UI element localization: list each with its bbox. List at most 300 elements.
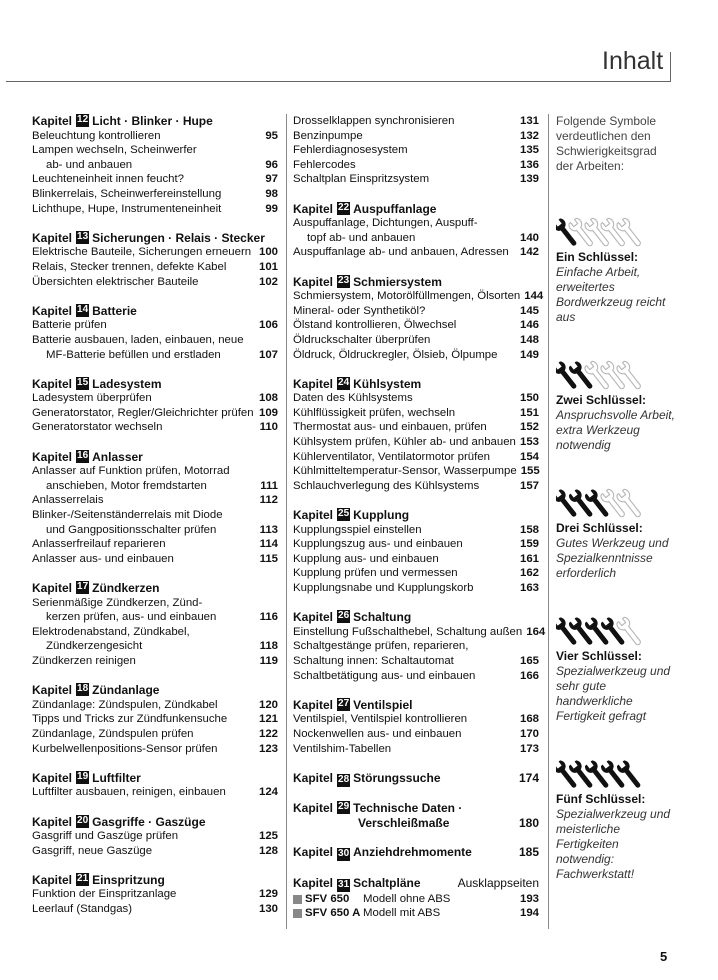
entry-title: Batterie prüfen — [32, 319, 107, 332]
toc-entry[interactable] — [293, 464, 539, 479]
toc-entry[interactable] — [293, 216, 539, 231]
chapter-heading[interactable]: Kapitel 18 Zündanlage — [32, 683, 278, 698]
page-ref: 121 — [258, 713, 278, 726]
toc-entry[interactable] — [293, 348, 539, 363]
entry-title: Schaltung innen: Schaltautomat — [293, 654, 454, 667]
chapter-13 — [32, 231, 278, 289]
toc-entry[interactable] — [32, 523, 278, 538]
page-ref: 119 — [259, 654, 278, 667]
entry-title: Schlauchverlegung des Kühlsystems — [293, 479, 480, 492]
legend-intro: Folgende Symbole verdeutlichen den Schwierigkeitsgrad der Arbeiten: — [556, 114, 657, 173]
chapter-title: Kupplung — [353, 508, 410, 523]
chapter-heading[interactable]: Kapitel 23 Schmiersystem — [293, 275, 539, 290]
chapter-title: Schaltung — [353, 610, 412, 625]
toc-column-middle — [293, 114, 546, 921]
chapter-number-badge: 12 — [77, 114, 89, 125]
chapter-16 — [32, 450, 278, 567]
page-ref: 107 — [258, 348, 278, 361]
level-description: Einfache Arbeit, erweitertes Bordwerkzeug reicht aus — [556, 265, 666, 324]
toc-entry[interactable] — [293, 712, 539, 727]
entry-title: Leuchteneinheit innen feucht? — [32, 173, 184, 186]
toc-entry[interactable] — [293, 742, 539, 757]
page-ref: 166 — [519, 669, 539, 682]
entry-title: Auspuffanlage, Dichtungen, Auspuff- — [293, 217, 478, 230]
entry-title: Kupplungsspiel einstellen — [293, 523, 422, 536]
entry-title: MF-Batterie befüllen und erstladen — [46, 348, 221, 361]
entry-title: Übersichten elektrischer Bauteile — [32, 275, 199, 288]
toc-entry[interactable] — [293, 537, 539, 552]
chapter-28[interactable]: Kapitel 28 Störungssuche 174 — [293, 770, 539, 785]
bullet-square — [293, 895, 302, 904]
page-ref: 139 — [519, 173, 539, 186]
entry-title: Fehlercodes — [293, 158, 356, 171]
chapter-heading[interactable]: Kapitel 15 Ladesystem — [32, 377, 278, 392]
chapter-heading[interactable]: Kapitel 17 Zündkerzen — [32, 581, 278, 596]
toc-continuation — [293, 114, 539, 187]
entry-title: Auspuffanlage ab- und anbauen, Adressen — [293, 246, 509, 259]
toc-entry[interactable] — [32, 406, 278, 421]
chapter-number-badge: 15 — [77, 376, 89, 388]
chapter-21 — [32, 873, 278, 917]
foldout-note: Ausklappseiten — [457, 875, 539, 890]
toc-entry[interactable] — [32, 639, 278, 654]
entry-title: Zündkerzengesicht — [46, 640, 143, 653]
toc-entry[interactable] — [32, 260, 278, 275]
toc-entry[interactable] — [293, 158, 539, 173]
entry-title: Anlasserrelais — [32, 494, 104, 507]
page-ref: 151 — [519, 406, 539, 419]
toc-entry[interactable] — [293, 420, 539, 435]
level-description: Spezialwerkzeug und sehr gute handwerkliche Fertigkeit gefragt — [556, 664, 671, 723]
wiring-diagram-entry[interactable] — [293, 892, 539, 907]
chapter-23 — [293, 274, 544, 363]
page-ref: 112 — [259, 494, 278, 507]
entry-title: Daten des Kühlsystems — [293, 392, 413, 405]
chapter-number-badge: 17 — [77, 581, 89, 592]
chapter-heading[interactable]: Kapitel 22 Auspuffanlage — [293, 202, 539, 217]
toc-entry[interactable] — [293, 114, 539, 129]
entry-title: Anlasser aus- und einbauen — [32, 552, 174, 565]
chapter-title: Störungssuche — [353, 770, 441, 785]
chapter-number-badge: 27 — [338, 697, 350, 709]
entry-title: Elektrische Bauteile, Sicherungen erneuern — [32, 246, 252, 259]
toc-entry[interactable] — [32, 844, 278, 859]
toc-entry[interactable] — [293, 450, 539, 465]
header-rule — [6, 81, 670, 82]
chapter-number-badge: 26 — [338, 610, 350, 622]
wrench-icons — [556, 355, 676, 389]
toc-entry[interactable] — [32, 391, 278, 406]
chapter-title: Technische Daten · — [353, 801, 463, 816]
model-name: Modell mit ABS — [363, 907, 441, 920]
entry-title: Kühlflüssigkeit prüfen, wechseln — [293, 406, 456, 419]
chapter-30[interactable]: Kapitel 30 Anziehdrehmomente 185 — [293, 845, 539, 860]
chapter-25 — [293, 508, 539, 596]
entry-title: Ladesystem überprüfen — [32, 392, 152, 405]
toc-entry[interactable] — [32, 202, 278, 217]
level-description: Gutes Werkzeug und Spezialkenntnisse erforderlich — [556, 536, 669, 580]
toc-entry[interactable] — [32, 654, 278, 669]
chapter-number-badge: 24 — [338, 376, 350, 388]
entry-title: Schmiersystem, Motorölfüllmengen, Ölsorten — [293, 290, 521, 303]
page-ref: 173 — [519, 742, 539, 755]
difficulty-legend — [556, 114, 676, 912]
chapter-title: Schmiersystem — [353, 274, 442, 289]
page-ref: 180 — [518, 815, 539, 830]
toc-entry[interactable] — [32, 348, 278, 363]
chapter-14 — [32, 304, 278, 362]
toc-entry[interactable] — [293, 129, 539, 144]
toc-entry[interactable] — [293, 231, 539, 246]
toc-entry[interactable] — [293, 435, 539, 450]
entry-title: Einstellung Fußschalthebel, Schaltung außen — [293, 625, 523, 638]
entry-title: Funktion der Einspritzanlage — [32, 888, 177, 901]
model-code: SFV 650 — [305, 892, 350, 905]
toc-entry[interactable] — [32, 829, 278, 844]
page-ref: 123 — [258, 742, 278, 755]
entry-title: Kupplung prüfen und vermessen — [293, 567, 458, 580]
page-ref: 148 — [519, 333, 539, 346]
toc-entry[interactable] — [32, 698, 278, 713]
page-title: Inhalt — [602, 47, 664, 75]
page-ref: 116 — [259, 611, 278, 624]
chapter-number-badge: 29 — [338, 801, 350, 813]
toc-entry[interactable] — [32, 596, 278, 611]
page-ref: 125 — [258, 830, 278, 843]
entry-title: Kühlerventilator, Ventilatormotor prüfen — [293, 450, 490, 463]
entry-title: topf ab- und anbauen — [307, 231, 416, 244]
difficulty-level-1 — [556, 212, 676, 325]
page-ref: 153 — [519, 436, 539, 449]
toc-entry[interactable] — [293, 245, 539, 260]
toc-entry[interactable] — [32, 172, 278, 187]
page-ref: 122 — [258, 727, 278, 740]
entry-title: Schaltgestänge prüfen, reparieren, — [293, 640, 469, 653]
page-ref: 154 — [519, 450, 539, 463]
page-ref: 165 — [519, 654, 539, 667]
entry-title: Öldruck, Öldruckregler, Ölsieb, Ölpumpe — [293, 348, 498, 361]
wrench-icons — [556, 212, 676, 246]
difficulty-level-4 — [556, 611, 676, 724]
toc-entry[interactable] — [293, 318, 539, 333]
toc-entry[interactable] — [32, 143, 278, 158]
entry-title: Fehlerdiagnosesystem — [293, 144, 408, 157]
page-ref: 174 — [518, 770, 539, 785]
chapter-19 — [32, 771, 278, 800]
entry-title: Leerlauf (Standgas) — [32, 903, 133, 916]
toc-entry[interactable] — [293, 654, 539, 669]
chapter-number-badge: 18 — [77, 683, 89, 695]
chapter-number-badge: 28 — [338, 773, 350, 785]
page-ref: 185 — [518, 845, 539, 860]
chapter-heading[interactable]: Kapitel 20 Gasgriffe · Gaszüge — [32, 815, 278, 830]
wrench-icons — [556, 754, 676, 788]
toc-entry[interactable] — [32, 158, 278, 173]
entry-title: Benzinpumpe — [293, 129, 363, 142]
toc-entry[interactable] — [293, 304, 539, 319]
chapter-heading[interactable]: Kapitel 13 Sicherungen · Relais · Stecker — [32, 231, 278, 246]
entry-title: Drosselklappen synchronisieren — [293, 115, 455, 127]
toc-entry[interactable] — [293, 172, 539, 187]
page-ref: 162 — [519, 567, 539, 580]
page-ref: 96 — [265, 158, 278, 171]
toc-entry[interactable] — [32, 245, 278, 260]
entry-title: Thermostat aus- und einbauen, prüfen — [293, 421, 487, 434]
toc-entry[interactable] — [32, 537, 278, 552]
toc-entry[interactable] — [293, 289, 544, 304]
chapter-heading[interactable]: Kapitel 24 Kühlsystem — [293, 377, 539, 392]
toc-entry[interactable] — [32, 493, 278, 508]
entry-title: Kühlsystem prüfen, Kühler ab- und anbauen — [293, 436, 516, 449]
page-ref: 155 — [520, 465, 540, 478]
page-ref: 145 — [519, 304, 539, 317]
toc-entry[interactable] — [293, 727, 539, 742]
chapter-number-badge: 22 — [338, 201, 350, 213]
entry-title: ab- und anbauen — [46, 158, 133, 171]
entry-title: kerzen prüfen, aus- und einbauen — [46, 611, 217, 624]
toc-entry[interactable] — [32, 508, 278, 523]
entry-title: Blinker-/Seitenständerrelais mit Diode — [32, 509, 223, 522]
chapter-title: Zündkerzen — [92, 581, 160, 595]
entry-title: Elektrodenabstand, Zündkabel, — [32, 625, 190, 638]
entry-title: Ventilshim-Tabellen — [293, 742, 392, 755]
page-ref: 158 — [519, 523, 539, 536]
toc-entry[interactable] — [293, 669, 539, 684]
page-ref: 146 — [519, 319, 539, 332]
toc-entry[interactable] — [32, 727, 278, 742]
level-title: Ein Schlüssel: — [556, 250, 639, 264]
toc-entry[interactable] — [32, 785, 278, 800]
chapter-title: Zündanlage — [92, 683, 160, 698]
page-ref: 110 — [259, 421, 278, 434]
chapter-17 — [32, 581, 278, 669]
toc-entry[interactable] — [32, 625, 278, 640]
column-divider — [286, 114, 287, 929]
toc-entry[interactable] — [32, 187, 278, 202]
page-ref: 129 — [258, 888, 278, 901]
chapter-22 — [293, 202, 539, 260]
page-ref: 131 — [519, 115, 539, 127]
page-number: 5 — [660, 949, 668, 964]
chapter-number-badge: 19 — [77, 770, 89, 782]
chapter-heading[interactable]: Kapitel 26 Schaltung — [293, 610, 539, 625]
chapter-title: Batterie — [92, 303, 137, 318]
toc-column-left — [32, 114, 278, 931]
toc-entry[interactable] — [32, 464, 278, 479]
page-ref: 102 — [258, 275, 278, 288]
chapter-title: Anziehdrehmomente — [353, 845, 472, 860]
page-ref: 168 — [519, 713, 539, 726]
entry-title: Kupplungsnabe und Kupplungskorb — [293, 582, 474, 594]
entry-title: Kupplungszug aus- und einbauen — [293, 538, 463, 551]
chapter-15 — [32, 377, 278, 435]
page-ref: 115 — [259, 552, 278, 565]
wrench-icons — [556, 483, 676, 517]
toc-entry[interactable] — [293, 523, 539, 538]
toc-entry[interactable] — [32, 420, 278, 435]
chapter-title: Luftfilter — [92, 770, 141, 785]
chapter-heading[interactable]: Kapitel 19 Luftfilter — [32, 771, 278, 786]
chapter-number-badge: 23 — [338, 274, 350, 286]
toc-entry[interactable] — [32, 902, 278, 917]
chapter-heading[interactable]: Kapitel 27 Ventilspiel — [293, 698, 539, 713]
entry-title: Ventilspiel, Ventilspiel kontrollieren — [293, 713, 468, 726]
chapter-title: Einspritzung — [92, 872, 165, 887]
page-ref: 106 — [258, 319, 278, 332]
chapter-12 — [32, 114, 278, 216]
entry-title: Nockenwellen aus- und einbauen — [293, 727, 462, 740]
entry-title: Kühlmitteltemperatur-Sensor, Wasserpumpe — [293, 465, 517, 478]
page-ref: 163 — [519, 582, 539, 594]
entry-title: Lichthupe, Hupe, Instrumenteneinheit — [32, 202, 222, 215]
level-title: Drei Schlüssel: — [556, 521, 643, 535]
page-ref: 100 — [258, 246, 278, 259]
level-title: Zwei Schlüssel: — [556, 393, 647, 407]
toc-entry[interactable] — [32, 610, 278, 625]
page-ref: 97 — [265, 173, 278, 186]
entry-title: Beleuchtung kontrollieren — [32, 129, 161, 142]
page-ref: 140 — [519, 231, 539, 244]
page-ref: 142 — [519, 246, 539, 259]
chapter-number-badge: 14 — [77, 303, 89, 315]
toc-entry[interactable] — [32, 479, 278, 494]
chapter-31[interactable]: Kapitel 31 Schaltpläne Ausklappseiten SFV 650 Modell ohne ABS 193 SFV 650 A Modell mit ABS 194 — [293, 875, 539, 920]
entry-title: Gasgriff, neue Gaszüge — [32, 844, 153, 857]
toc-entry[interactable] — [32, 712, 278, 727]
page-ref: 159 — [519, 538, 539, 551]
page-ref: 132 — [519, 129, 539, 142]
page-ref: 95 — [265, 129, 278, 142]
toc-entry[interactable] — [293, 639, 539, 654]
page-ref: 98 — [265, 187, 278, 200]
chapter-number-badge: 13 — [77, 230, 89, 242]
toc-entry[interactable] — [32, 275, 278, 290]
page-ref: 135 — [519, 144, 539, 157]
entry-title: und Gangpositionsschalter prüfen — [46, 523, 217, 536]
entry-title: Mineral- oder Synthetiköl? — [293, 304, 426, 317]
entry-title: Generatorstator, Regler/Gleichrichter prüfen — [32, 406, 254, 419]
toc-entry[interactable] — [32, 742, 278, 757]
toc-entry[interactable] — [293, 625, 546, 640]
entry-title: Anlasserfreilauf reparieren — [32, 538, 166, 551]
toc-entry[interactable] — [293, 552, 539, 567]
page-ref: 113 — [259, 523, 278, 536]
chapter-heading[interactable]: Kapitel 21 Einspritzung — [32, 873, 278, 888]
chapter-24 — [293, 377, 539, 494]
page-ref: 108 — [258, 392, 278, 405]
entry-title: Luftfilter ausbauen, reinigen, einbauen — [32, 786, 226, 799]
chapter-26 — [293, 610, 546, 683]
page-ref: 194 — [519, 907, 539, 920]
chapter-title: Gasgriffe · Gaszüge — [92, 814, 206, 829]
entry-title: Zündanlage: Zündspulen, Zündkabel — [32, 698, 218, 711]
page-ref: 120 — [258, 698, 278, 711]
entry-title: Generatorstator wechseln — [32, 421, 163, 434]
entry-title: Batterie ausbauen, laden, einbauen, neue — [32, 333, 244, 346]
toc-entry[interactable] — [32, 333, 278, 348]
wiring-diagram-entry[interactable] — [293, 906, 539, 921]
chapter-29[interactable]: Kapitel 29 Technische Daten · Verschleißmaße 180 — [293, 801, 539, 830]
page-ref: 170 — [519, 727, 539, 740]
page-ref: 157 — [519, 479, 539, 492]
chapter-title-line2: Verschleißmaße — [358, 815, 450, 830]
difficulty-level-5 — [556, 754, 676, 882]
chapter-number-badge: 30 — [338, 848, 350, 860]
chapter-title: Anlasser — [92, 449, 143, 464]
model-code: SFV 650 A — [305, 907, 361, 920]
entry-title: Gasgriff und Gaszüge prüfen — [32, 830, 179, 843]
chapter-heading[interactable]: Kapitel 16 Anlasser — [32, 450, 278, 465]
toc-entry[interactable] — [293, 406, 539, 421]
page-ref: 118 — [259, 640, 278, 653]
toc-entry[interactable] — [293, 566, 539, 581]
page-ref: 152 — [519, 421, 539, 434]
chapter-title: Auspuffanlage — [353, 201, 437, 216]
chapter-title: Ladesystem — [92, 376, 162, 391]
chapter-number-badge: 21 — [77, 872, 89, 884]
entry-title: Kurbelwellenpositions-Sensor prüfen — [32, 742, 218, 755]
entry-title: Kupplung aus- und einbauen — [293, 552, 439, 565]
model-name: Modell ohne ABS — [363, 892, 451, 905]
chapter-number-badge: 25 — [338, 508, 350, 520]
page-ref: 99 — [265, 202, 278, 215]
page-ref: 111 — [260, 479, 278, 492]
header-rule-vertical — [670, 52, 671, 82]
chapter-title: Sicherungen · Relais · Stecker — [92, 230, 265, 245]
chapter-heading[interactable]: Kapitel 12 Licht · Blinker · Hupe — [32, 114, 278, 129]
entry-title: Öldruckschalter überprüfen — [293, 333, 431, 346]
page-ref: 114 — [259, 538, 278, 551]
toc-entry[interactable] — [293, 581, 539, 596]
toc-entry[interactable] — [32, 887, 278, 902]
toc-entry[interactable] — [293, 333, 539, 348]
level-description: Spezialwerkzeug und meisterliche Fertigkeiten notwendig: Fachwerkstatt! — [556, 807, 671, 881]
entry-title: Anlasser auf Funktion prüfen, Motorrad — [32, 465, 230, 478]
toc-entry[interactable] — [293, 143, 539, 158]
page-ref: 144 — [524, 290, 544, 303]
level-title: Fünf Schlüssel: — [556, 792, 646, 806]
toc-entry[interactable] — [293, 391, 539, 406]
chapter-number-badge: 20 — [77, 814, 89, 826]
entry-title: Schaltplan Einspritzsystem — [293, 173, 430, 186]
chapter-18 — [32, 683, 278, 756]
entry-title: Ölstand kontrollieren, Ölwechsel — [293, 319, 457, 332]
chapter-heading[interactable]: Kapitel 25 Kupplung — [293, 508, 539, 523]
page-ref: 130 — [258, 903, 278, 916]
page-ref: 109 — [258, 406, 278, 419]
page-ref: 128 — [258, 844, 278, 857]
toc-entry[interactable] — [32, 318, 278, 333]
chapter-number-badge: 16 — [77, 449, 89, 461]
bullet-square — [293, 909, 302, 918]
chapter-title: Ventilspiel — [353, 697, 413, 712]
toc-entry[interactable] — [32, 129, 278, 144]
entry-title: Tipps und Tricks zur Zündfunkensuche — [32, 713, 228, 726]
entry-title: Relais, Stecker trennen, defekte Kabel — [32, 260, 227, 273]
entry-title: Zündanlage, Zündspulen prüfen — [32, 727, 194, 740]
toc-entry[interactable] — [32, 552, 278, 567]
entry-title: Zündkerzen reinigen — [32, 654, 136, 667]
chapter-number-badge: 31 — [338, 878, 350, 890]
level-description: Anspruchsvolle Arbeit, extra Werkzeug notwendig — [556, 408, 675, 452]
chapter-heading[interactable]: Kapitel 14 Batterie — [32, 304, 278, 319]
chapter-title: Schaltpläne — [353, 875, 421, 890]
chapter-title: Kühlsystem — [353, 376, 422, 391]
page-ref: 193 — [519, 892, 539, 905]
chapter-title: Licht · Blinker · Hupe — [92, 114, 213, 128]
toc-entry[interactable] — [293, 479, 539, 494]
page-ref: 136 — [519, 158, 539, 171]
